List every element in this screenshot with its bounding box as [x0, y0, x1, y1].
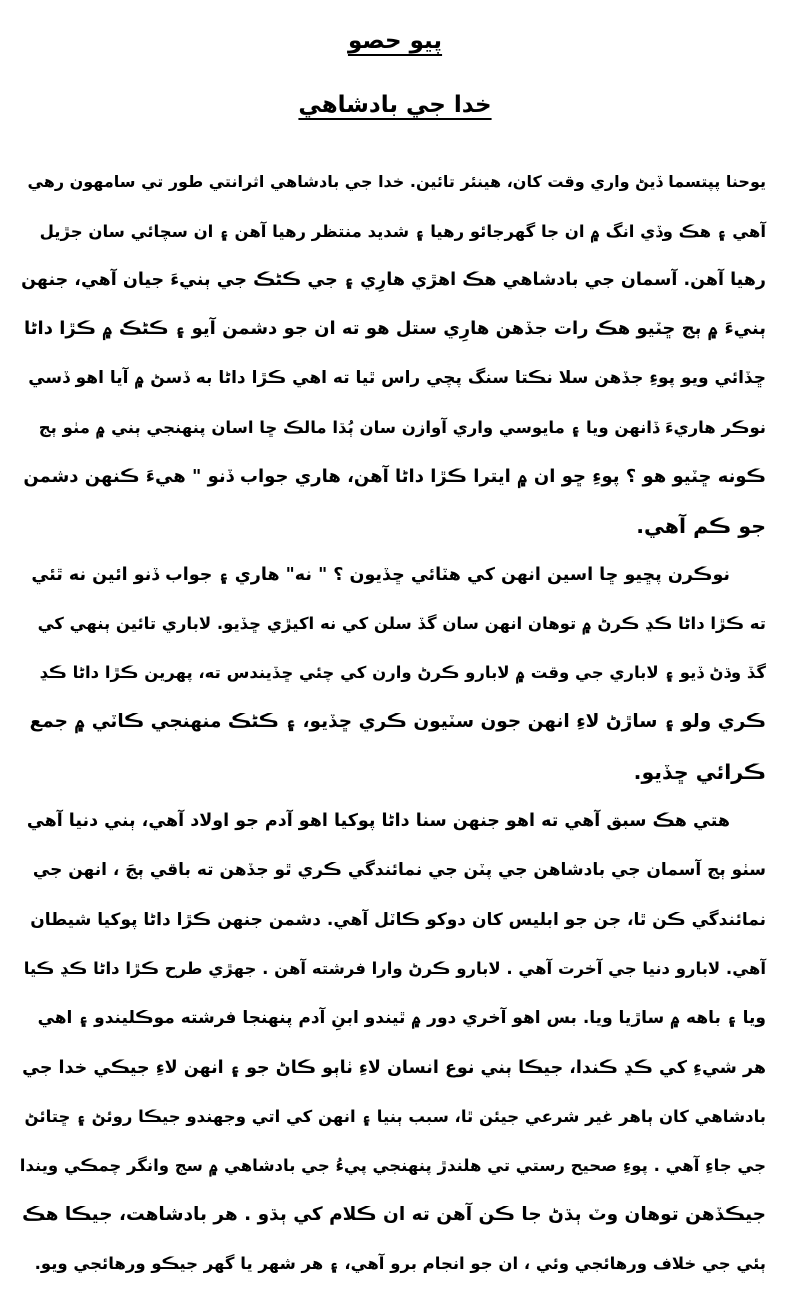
paragraph-1-line: ڇڏائي ويو پوءِ جڏهن سلا نڪتا سنگ پچي راس ٿيا ته اهي ڪڙا داڻا به ڏسڻ ۾ آيا اهو ڏسي: [28, 368, 766, 388]
paragraph-2-line: نوڪرن پڇيو ڇا اسين انهن کي هٽائي ڇڏيون ؟ " نه" هاري ۽ جواب ڏنو ائين نه ٿئي: [31, 565, 730, 585]
page-heading: پيو حصو: [347, 28, 443, 54]
paragraph-1-line: آهي ۽ هڪ وڏي انگ ۾ ان جا گهرجائو رهيا ۽ شديد منتظر رهيا آهن ۽ ان سچائي سان جڙيل: [39, 222, 766, 241]
paragraph-1-line: رهيا آهن. آسمان جي بادشاهي هڪ اهڙي هارِي ۽ جي ڪڻڪ جي ٻنيءَ جيان آهي، جنهن: [21, 270, 766, 290]
paragraph-2-line: ڪرائي ڇڏيو.: [633, 760, 766, 784]
paragraph-3-line: ٻئي جي خلاف ورهائجي وئي ، ان جو انجام برو آهي، ۽ هر شهر يا گهر جيڪو ورهائجي ويو.: [34, 1254, 766, 1273]
paragraph-1-line: جو ڪم آهي.: [636, 514, 766, 538]
paragraph-3-line: آهي. لابارو دنيا جي آخرت آهي . لابارو ڪرڻ وارا فرشته آهن . جهڙي طرح ڪڙا داڻا ڪڍ ڪيا: [23, 959, 766, 978]
paragraph-1-line: يوحنا پپتسما ڏيڻ واري وقت کان، هينئر تائين. خدا جي بادشاهي اثرانتي طور تي سامهون رهي: [27, 172, 766, 191]
page-subheading: خدا جي بادشاهي: [298, 92, 492, 118]
paragraph-3-line: هر شيءِ کي ڪڍ ڪندا، جيڪا ٻني نوع انسان لاءِ ٺاٻو ڪاڻ جو ۽ انهن لاءِ جيڪي خدا جي: [22, 1058, 766, 1078]
paragraph-3-line: جي جاءِ آهي . پوءِ صحيح رستي تي هلندڙ پنهنجي پيءُ جي بادشاهي ۾ سج وانگر چمڪي ويندا: [19, 1156, 766, 1175]
paragraph-1-line: ڪونه ڇٽيو هو ؟ پوءِ ڇو ان ۾ ايترا ڪڙا داڻا آهن، هاري جواب ڏنو " هيءَ ڪنهن دشمن: [23, 466, 766, 487]
paragraph-3-line: جيڪڏهن توهان وٽ ٻڌڻ جا ڪن آهن ته ان ڪلام کي ٻڌو . هر بادشاهت، جيڪا هڪ: [22, 1204, 766, 1225]
paragraph-3-line: سٺو ٻج آسمان جي بادشاهن جي پٽن جي نمائندگي ڪري ٿو جڏهن ته باقي ٻجَ ، انهن جي: [32, 860, 766, 880]
paragraph-1-line: ٻنيءَ ۾ ٻج ڇٽيو هڪ رات جڏهن هارِي ستل هو ته ان جو دشمن آيو ۽ ڪڻڪ ۾ ڪڙا داڻا: [24, 318, 766, 339]
paragraph-2-line: ته ڪڙا داڻا ڪڍ ڪرڻ ۾ توهان انهن سان گڏ سلن کي نه اکيڙي ڇڏيو. لاباري تائين ٻنهي کي: [37, 614, 766, 633]
paragraph-3-line: بادشاهي کان ٻاهر غير شرعي جيئن ٿا، سبب ٻنيا ۽ انهن کي اتي وجهندو جيڪا روئڻ ۽ ڇتائڻ: [24, 1107, 766, 1126]
paragraph-2-line: گڏ وڌڻ ڏيو ۽ لاباري جي وقت ۾ لابارو ڪرڻ وارن کي چئي ڇڏيندس ته، پهرين ڪڙا داڻا ڪڍ: [39, 663, 766, 682]
paragraph-3-line: ويا ۽ باهه ۾ ساڙيا ويا. بس اهو آخري دور ۾ ٿيندو ابنِ آدم پنهنجا فرشته موڪليندو ۽ اهي: [37, 1008, 766, 1028]
paragraph-3-line: نمائندگي ڪن ٿا، جن جو ابليس کان دوکو ڪاٽل آهي. دشمن جنهن ڪڙا داڻا پوکيا شيطان: [30, 910, 766, 930]
paragraph-1-line: نوڪر هاريءَ ڏانهن ويا ۽ مايوسي واري آوازن سان ٻُڌا مالڪ ڇا اسان پنهنجي ٻني ۾ مٺو ٻج: [38, 418, 766, 437]
paragraph-2-line: ڪري ولو ۽ ساڙڻ لاءِ انهن جون سٽيون ڪري ڇڏيو، ۽ ڪڻڪ منهنجي ڪاٽي ۾ جمع: [29, 711, 766, 732]
paragraph-3-line: هتي هڪ سبق آهي ته اهو جنهن سنا داڻا پوکيا اهو آدم جو اولاد آهي، ٻني دنيا آهي: [26, 811, 730, 831]
